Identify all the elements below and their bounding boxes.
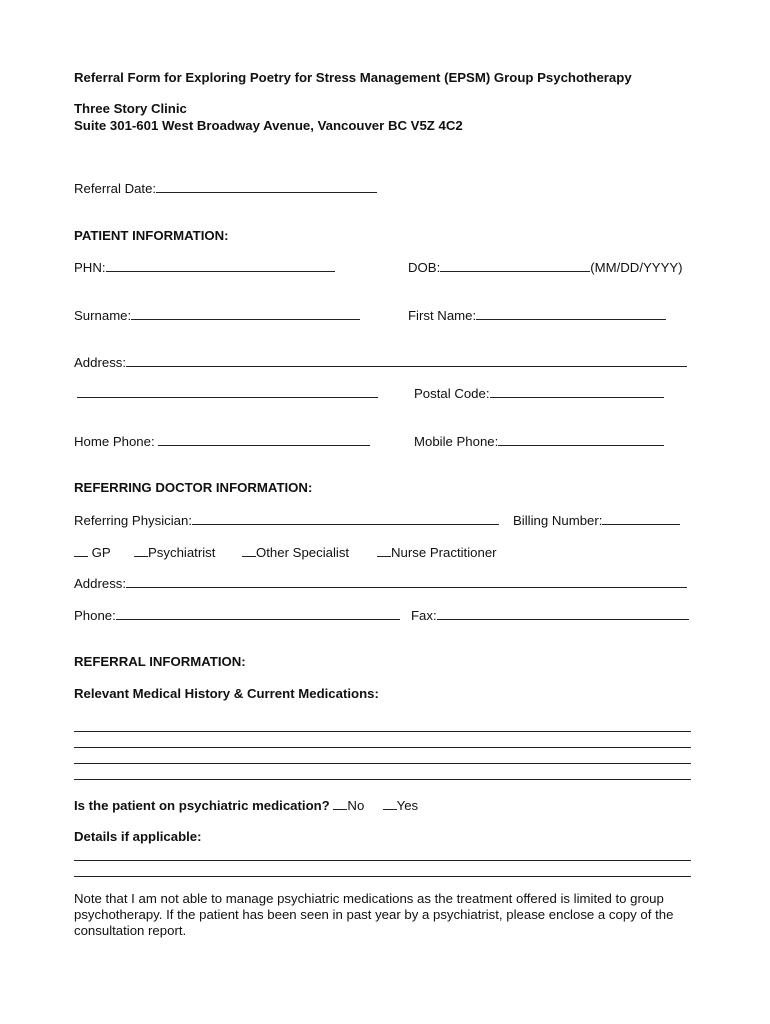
mobile-phone-field[interactable] [498,433,664,446]
clinic-name: Three Story Clinic [74,101,187,116]
doctor-phone-row [74,607,400,624]
details-label: Details if applicable: [74,829,202,844]
surname-field[interactable] [131,307,360,320]
psych-med-no-line[interactable] [333,797,347,810]
referral-date-field[interactable] [156,180,377,193]
surname-row [74,307,360,324]
psych-med-yes-label: Yes [396,798,419,813]
history-label: Relevant Medical History & Current Medications: [74,686,379,701]
details-line-2[interactable] [74,876,691,877]
doctor-type-gp[interactable] [74,544,111,561]
patient-info-heading: PATIENT INFORMATION: [74,228,229,243]
billing-field[interactable] [602,512,680,525]
patient-address-field[interactable] [126,354,687,367]
referral-date-row [74,180,377,197]
phn-field[interactable] [106,259,335,272]
billing-row [513,512,680,529]
doctor-address-field[interactable] [126,575,687,588]
doctor-phone-field[interactable] [116,607,400,620]
other-specialist-label: Other Specialist [256,545,350,560]
doctor-type-other-specialist[interactable] [242,544,349,561]
home-phone-field[interactable] [158,433,370,446]
patient-address-label: Address: [74,355,127,370]
doctor-phone-label: Phone: [74,608,116,623]
home-phone-label: Home Phone: [74,434,155,449]
psychiatrist-label: Psychiatrist [148,545,216,560]
physician-label: Referring Physician: [74,513,193,528]
patient-address-line2 [77,385,378,402]
history-line-2[interactable] [74,747,691,748]
first-name-row [408,307,666,324]
doctor-address-label: Address: [74,576,127,591]
home-phone-row [74,433,370,450]
nurse-practitioner-checkbox-line[interactable] [377,544,391,557]
clinic-address: Suite 301-601 West Broadway Avenue, Vancouver BC V5Z 4C2 [74,118,463,133]
phn-label: PHN: [74,260,106,275]
referral-info-heading: REFERRAL INFORMATION: [74,654,246,669]
billing-label: Billing Number: [513,513,603,528]
dob-label: DOB: [408,260,441,275]
form-title: Referral Form for Exploring Poetry for Stress Management (EPSM) Group Psychotherapy [74,70,632,85]
medication-note: Note that I am not able to manage psychiatric medications as the treatment offered is limited to group psychotherapy. If the patient has been seen in past year by a psychiatrist, please enclose a copy of the consultation report. [74,891,674,938]
psych-med-row [74,797,418,814]
postal-code-field[interactable] [490,385,664,398]
mobile-phone-label: Mobile Phone: [414,434,499,449]
psych-med-yes-line[interactable] [383,797,397,810]
doctor-type-psychiatrist[interactable] [134,544,215,561]
doctor-address-row [74,575,687,592]
history-line-3[interactable] [74,763,691,764]
other-specialist-checkbox-line[interactable] [242,544,256,557]
patient-address-field-2[interactable] [77,385,378,398]
doctor-fax-row [411,607,689,624]
first-name-field[interactable] [476,307,666,320]
referral-date-label: Referral Date: [74,181,157,196]
dob-row [408,259,683,276]
first-name-label: First Name: [408,308,477,323]
psych-med-question: Is the patient on psychiatric medication? [74,798,330,813]
history-line-4[interactable] [74,779,691,780]
physician-row [74,512,499,529]
psych-med-no-label: No [347,798,365,813]
doctor-info-heading: REFERRING DOCTOR INFORMATION: [74,480,313,495]
postal-code-row [414,385,664,402]
doctor-fax-field[interactable] [437,607,689,620]
physician-field[interactable] [192,512,499,525]
history-line-1[interactable] [74,731,691,732]
psychiatrist-checkbox-line[interactable] [134,544,148,557]
dob-field[interactable] [440,259,590,272]
gp-label: GP [91,545,111,560]
surname-label: Surname: [74,308,132,323]
patient-address-row [74,354,687,371]
phn-row [74,259,335,276]
postal-code-label: Postal Code: [414,386,490,401]
gp-checkbox-line[interactable] [74,544,88,557]
doctor-type-nurse-practitioner[interactable] [377,544,497,561]
dob-format: (MM/DD/YYYY) [590,260,683,275]
doctor-fax-label: Fax: [411,608,437,623]
mobile-phone-row [414,433,664,450]
nurse-practitioner-label: Nurse Practitioner [391,545,497,560]
details-line-1[interactable] [74,860,691,861]
